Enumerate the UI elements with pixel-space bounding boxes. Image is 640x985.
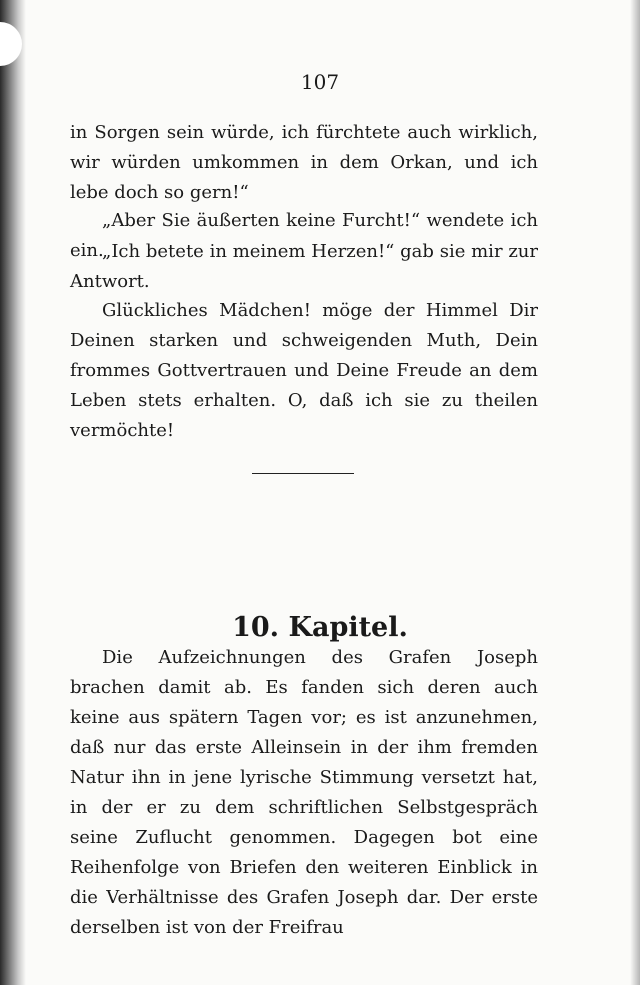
page-number: 107 [300, 70, 340, 94]
chapter-heading: 10. Kapitel. [232, 612, 408, 644]
chapter-paragraph: Die Aufzeichnungen des Grafen Joseph brachen damit ab. Es fanden sich deren auch keine aus spätern Tagen vor; es ist anzunehmen, daß nur das erste Alleinsein in der ihm fremden Natur ihn in jene lyrische Stimmung versetzt hat, in der er zu dem schriftlichen Selbstgespräch seine Zuflucht genommen. Dagegen bot eine Reihenfolge von Briefen den weiteren Einblick in die Verhältnisse des Grafen Joseph dar. Der erste derselben ist von der Freifrau [70, 647, 538, 938]
paragraph-dialogue-1: „Aber Sie äußerten keine Furcht!“ wendete ich ein. [70, 210, 538, 261]
section-divider [252, 473, 354, 474]
page-spine-shadow [0, 0, 26, 985]
paragraph-dialogue-2: „Ich betete in meinem Herzen!“ gab sie mir zur Antwort. [70, 241, 538, 292]
paragraph-reflection: Glückliches Mädchen! möge der Himmel Dir Deinen starken und schweigenden Muth, Dein frommes Gottvertrauen und Deine Freude an dem Leben stets erhalten. O, daß ich sie zu theilen vermöchte! [70, 300, 538, 441]
page-edge-shadow [630, 0, 640, 985]
paragraph-continuation: in Sorgen sein würde, ich fürchtete auch wirklich, wir würden umkommen in dem Orkan, und ich lebe doch so gern!“ [70, 122, 538, 203]
